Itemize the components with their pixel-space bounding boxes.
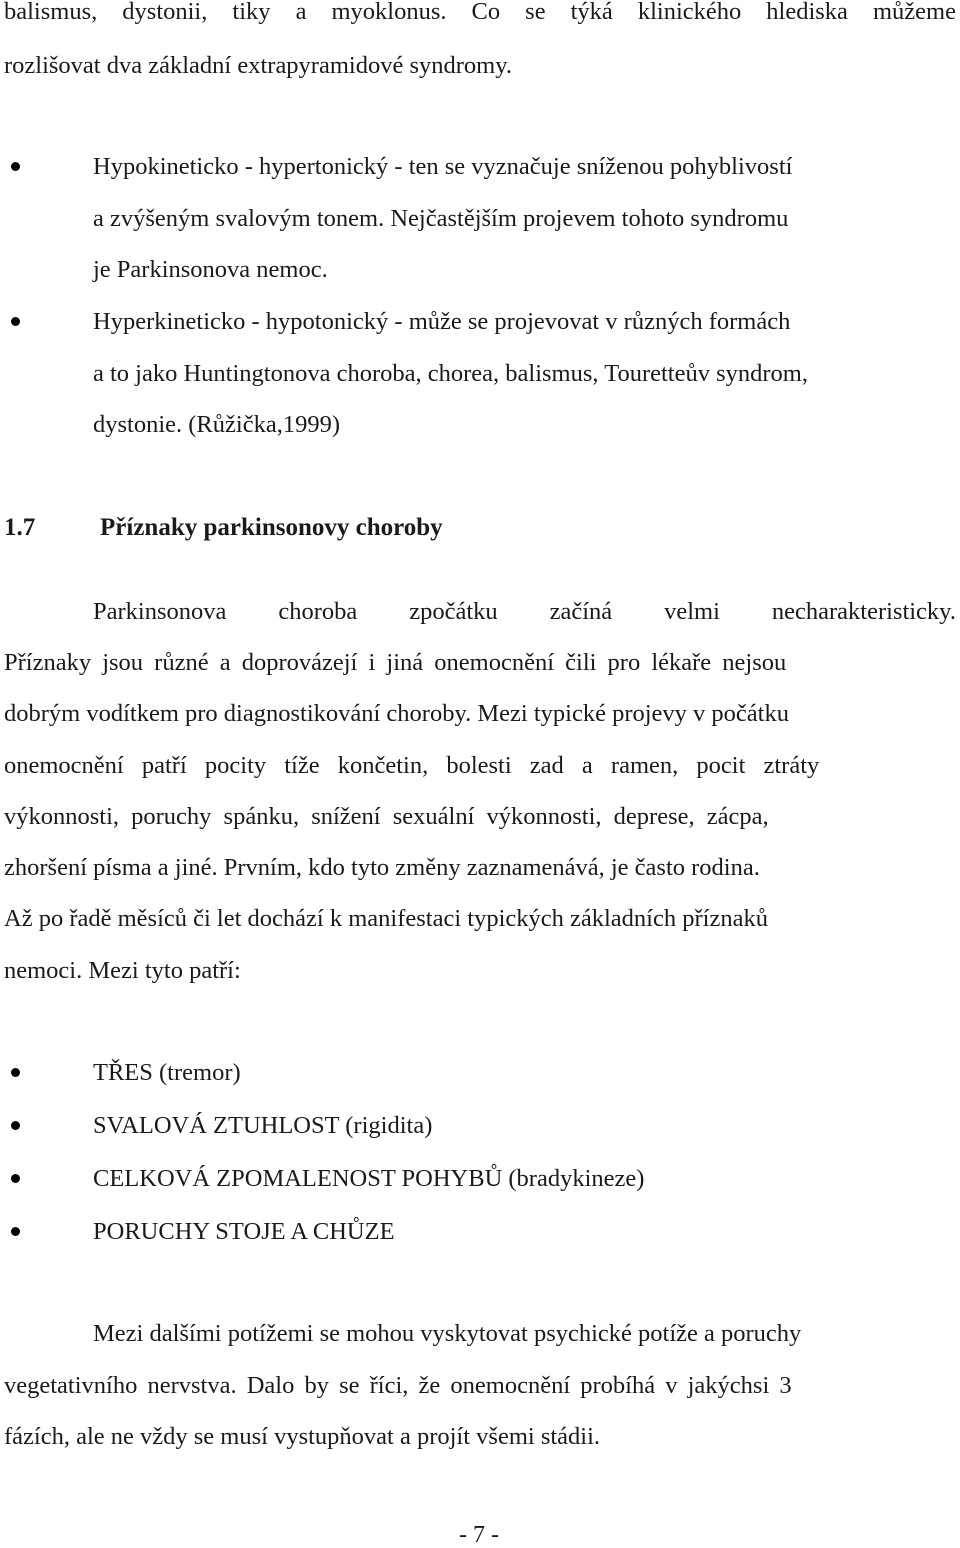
syndrome-2-line-2: a to jako Huntingtonova choroba, chorea, balismus, Touretteův syndrom, [93, 360, 808, 387]
word: choroba [278, 598, 358, 625]
paragraph-1-line-8: nemoci. Mezi tyto patří: [4, 957, 241, 984]
syndrome-2-line-3: dystonie. (Růžička,1999) [93, 411, 340, 438]
word: začíná [549, 598, 613, 625]
page-number: - 7 - [459, 1522, 499, 1548]
paragraph-1-line-2: Příznaky jsou různé a doprovázejí i jiná onemocnění čili pro lékaře nejsou [4, 649, 787, 676]
word: hlediska [766, 0, 848, 25]
syndrome-2-line-1: Hyperkineticko - hypotonický - může se projevovat v různých formách [93, 308, 791, 335]
syndrome-1-line-2: a zvýšeným svalovým tonem. Nejčastějším projevem tohoto syndromu [93, 205, 789, 232]
word: se [525, 0, 546, 25]
symptom-rigidity: SVALOVÁ ZTUHLOST (rigidita) [93, 1112, 433, 1139]
word: Parkinsonova [93, 598, 227, 625]
word: můžeme [872, 0, 956, 25]
section-title: Příznaky parkinsonovy choroby [100, 514, 443, 541]
symptom-gait: PORUCHY STOJE A CHŮZE [93, 1218, 395, 1245]
word: balismus, [4, 0, 98, 25]
word: velmi [664, 598, 720, 625]
intro-line-1 [4, 0, 956, 25]
intro-line-2: rozlišovat dva základní extrapyramidové syndromy. [4, 52, 512, 79]
word: zpočátku [409, 598, 498, 625]
word: dystonii, [122, 0, 208, 25]
bullet-icon [11, 317, 20, 326]
symptom-tremor: TŘES (tremor) [93, 1059, 241, 1086]
section-number: 1.7 [4, 514, 36, 541]
paragraph-2-line-2: vegetativního nervstva. Dalo by se říci, že onemocnění probíhá v jakýchsi 3 [4, 1372, 792, 1399]
word: tiky [232, 0, 271, 25]
symptom-bradykinesia: CELKOVÁ ZPOMALENOST POHYBŮ (bradykineze) [93, 1165, 645, 1192]
paragraph-1-line-6: zhoršení písma a jiné. Prvním, kdo tyto změny zaznamenává, je často rodina. [4, 854, 760, 881]
word: Co [471, 0, 501, 25]
paragraph-2-line-3: fázích, ale ne vždy se musí vystupňovat a projít všemi stádii. [4, 1423, 601, 1450]
word: myoklonus. [331, 0, 447, 25]
paragraph-1-line-5: výkonnosti, poruchy spánku, snížení sexuální výkonnosti, deprese, zácpa, [4, 803, 769, 830]
bullet-icon [11, 1174, 20, 1183]
paragraph-2-line-1: Mezi dalšími potížemi se mohou vyskytovat psychické potíže a poruchy [93, 1320, 802, 1347]
bullet-icon [11, 162, 20, 171]
word: klinického [637, 0, 742, 25]
bullet-icon [11, 1227, 20, 1236]
bullet-icon [11, 1121, 20, 1130]
syndrome-1-line-3: je Parkinsonova nemoc. [93, 256, 328, 283]
word: necharakteristicky. [771, 598, 956, 625]
word: a [295, 0, 307, 25]
word: týká [570, 0, 613, 25]
paragraph-1-line-1 [93, 600, 956, 625]
paragraph-1-line-7: Až po řadě měsíců či let dochází k manifestaci typických základních příznaků [4, 905, 768, 932]
paragraph-1-line-3: dobrým vodítkem pro diagnostikování choroby. Mezi typické projevy v počátku [4, 700, 789, 727]
syndrome-1-line-1: Hypokineticko - hypertonický - ten se vyznačuje sníženou pohyblivostí [93, 153, 793, 180]
paragraph-1-line-4: onemocnění patří pocity tíže končetin, bolesti zad a ramen, pocit ztráty [4, 752, 820, 779]
bullet-icon [11, 1068, 20, 1077]
